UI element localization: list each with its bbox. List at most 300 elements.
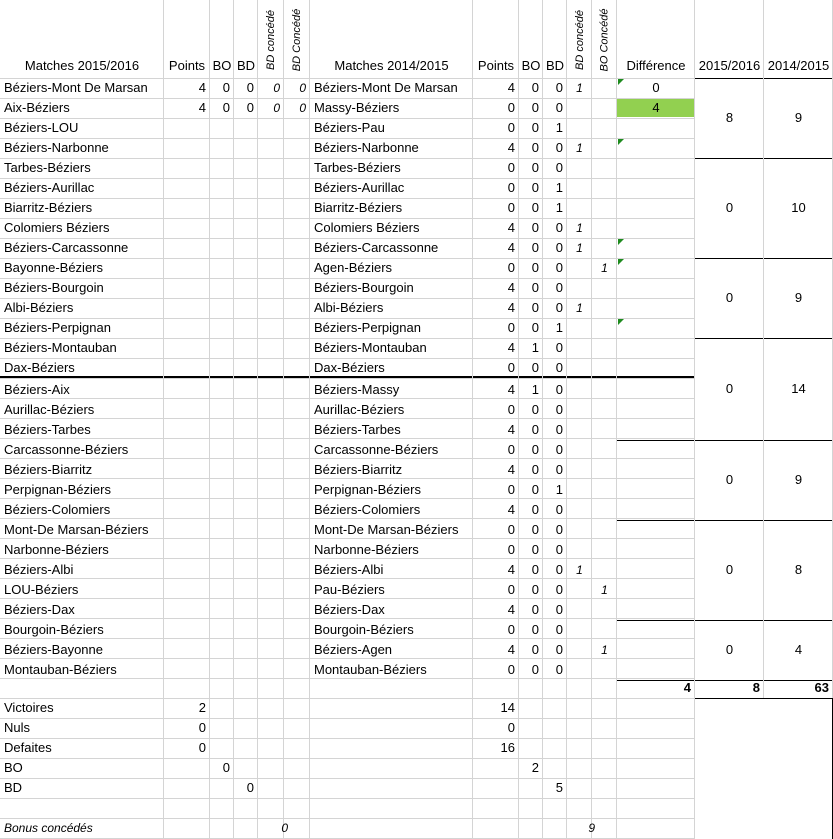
bo-2014-cell[interactable]: 0 xyxy=(531,360,539,375)
difference-cell[interactable] xyxy=(617,500,695,520)
bd-concede-2015-cell[interactable] xyxy=(258,218,284,238)
bd-concede-2014-cell[interactable] xyxy=(567,98,592,118)
bo-concede-2015-cell[interactable]: 0 xyxy=(299,81,306,95)
bd-2014-cell[interactable]: 1 xyxy=(555,180,563,195)
bd-2014-cell[interactable]: 0 xyxy=(555,340,563,355)
bd-concede-2015-cell[interactable] xyxy=(258,198,284,218)
points-2015-cell[interactable] xyxy=(164,460,210,480)
bd-concede-2015-cell[interactable] xyxy=(258,560,284,580)
bd-concede-2015-cell[interactable] xyxy=(258,660,284,680)
bd-concede-2015-cell[interactable] xyxy=(258,400,284,420)
bo-concede-2014-cell[interactable]: 1 xyxy=(601,643,608,657)
header-bo-concede-2014[interactable]: BO Concédé xyxy=(598,8,611,72)
match-2015-cell[interactable]: Béziers-Colomiers xyxy=(4,502,111,517)
match-2014-cell[interactable]: Béziers-Montauban xyxy=(314,340,427,355)
header-bo-2015[interactable]: BO xyxy=(212,58,232,73)
match-2014-cell[interactable]: Béziers-Albi xyxy=(314,562,384,577)
match-2014-cell[interactable]: Béziers-Mont De Marsan xyxy=(314,80,458,95)
points-2014-cell[interactable]: 0 xyxy=(507,622,515,637)
bo-concede-2014-cell[interactable] xyxy=(592,298,617,318)
bd-2015-cell[interactable] xyxy=(234,560,258,580)
total-2015[interactable]: 8 xyxy=(752,680,760,695)
group-total-2015[interactable]: 0 xyxy=(725,290,734,305)
bo-concede-2015-cell[interactable] xyxy=(284,318,310,338)
bo-2015-cell[interactable] xyxy=(210,440,234,460)
bd-concede-2014-cell[interactable] xyxy=(567,480,592,500)
bd-2015-cell[interactable] xyxy=(234,520,258,540)
group-total-2015[interactable]: 0 xyxy=(725,472,734,487)
bo-2015-cell[interactable] xyxy=(210,318,234,338)
match-2015-cell[interactable]: LOU-Béziers xyxy=(4,582,79,597)
bd-2014-cell[interactable]: 0 xyxy=(555,442,563,457)
points-2015-cell[interactable] xyxy=(164,600,210,620)
points-2014-cell[interactable]: 4 xyxy=(507,382,515,397)
bo-concede-2015-cell[interactable] xyxy=(284,500,310,520)
difference-cell[interactable] xyxy=(617,540,695,560)
bd-concede-2014-cell[interactable] xyxy=(567,520,592,540)
bd-concede-2014-cell[interactable] xyxy=(567,640,592,660)
match-2015-cell[interactable]: Béziers-LOU xyxy=(4,120,79,135)
bo-2014-cell[interactable]: 0 xyxy=(531,80,539,95)
match-2014-cell[interactable]: Béziers-Narbonne xyxy=(314,140,419,155)
group-total-2015[interactable]: 0 xyxy=(725,381,734,396)
bo-concede-2015-cell[interactable] xyxy=(284,400,310,420)
bd-concede-2014-cell[interactable] xyxy=(567,500,592,520)
difference-cell[interactable] xyxy=(617,420,695,440)
bd-concede-2014-cell[interactable] xyxy=(567,380,592,400)
match-2014-cell[interactable]: Agen-Béziers xyxy=(314,260,393,275)
bo-2015-cell[interactable] xyxy=(210,540,234,560)
points-2014-cell[interactable]: 0 xyxy=(507,582,515,597)
difference-cell[interactable] xyxy=(617,178,695,198)
match-2015-cell[interactable]: Colomiers Béziers xyxy=(4,220,110,235)
total-difference[interactable]: 4 xyxy=(683,680,691,695)
match-2014-cell[interactable]: Carcassonne-Béziers xyxy=(314,442,439,457)
bd-concede-2015-cell[interactable] xyxy=(258,318,284,338)
bd-2015-cell[interactable] xyxy=(234,660,258,680)
match-2014-cell[interactable]: Massy-Béziers xyxy=(314,100,400,115)
match-2015-cell[interactable]: Béziers-Biarritz xyxy=(4,462,93,477)
difference-cell[interactable]: 0 xyxy=(652,80,660,95)
bd-2015-cell[interactable] xyxy=(234,600,258,620)
bd-2015-cell[interactable] xyxy=(234,460,258,480)
bo-concede-2014-cell[interactable] xyxy=(592,660,617,680)
bd-2014-cell[interactable]: 0 xyxy=(555,622,563,637)
bo-2015-cell[interactable] xyxy=(210,580,234,600)
bo-2014-cell[interactable]: 1 xyxy=(531,382,539,397)
difference-cell[interactable] xyxy=(617,620,695,640)
points-2014-cell[interactable]: 0 xyxy=(507,482,515,497)
points-2014-cell[interactable]: 0 xyxy=(507,100,515,115)
summary-bonus-label[interactable]: Bonus concédés xyxy=(4,821,93,835)
bo-concede-2015-cell[interactable] xyxy=(284,480,310,500)
match-2014-cell[interactable]: Albi-Béziers xyxy=(314,300,384,315)
difference-cell[interactable] xyxy=(617,138,695,158)
difference-cell[interactable] xyxy=(617,560,695,580)
bo-concede-2015-cell[interactable] xyxy=(284,218,310,238)
points-2014-cell[interactable]: 4 xyxy=(507,300,515,315)
bo-2015-cell[interactable] xyxy=(210,358,234,378)
difference-cell[interactable] xyxy=(617,640,695,660)
bo-2014-cell[interactable]: 0 xyxy=(531,100,539,115)
bd-2015-cell[interactable] xyxy=(234,298,258,318)
points-2015-cell[interactable] xyxy=(164,640,210,660)
points-2015-cell[interactable] xyxy=(164,258,210,278)
match-2014-cell[interactable]: Béziers-Massy xyxy=(314,382,400,397)
summary-bonus-2015[interactable]: 0 xyxy=(281,821,288,835)
bd-concede-2015-cell[interactable] xyxy=(258,158,284,178)
points-2015-cell[interactable] xyxy=(164,178,210,198)
bd-2014-cell[interactable]: 1 xyxy=(555,320,563,335)
group-total-2014[interactable]: 4 xyxy=(794,642,803,657)
points-2014-cell[interactable]: 4 xyxy=(507,220,515,235)
points-2015-cell[interactable] xyxy=(164,298,210,318)
bd-concede-2014-cell[interactable] xyxy=(567,338,592,358)
bo-concede-2015-cell[interactable] xyxy=(284,540,310,560)
bo-2015-cell[interactable] xyxy=(210,420,234,440)
points-2015-cell[interactable] xyxy=(164,580,210,600)
match-2015-cell[interactable]: Carcassonne-Béziers xyxy=(4,442,129,457)
bo-2015-cell[interactable] xyxy=(210,118,234,138)
bd-concede-2015-cell[interactable]: 0 xyxy=(273,81,280,95)
match-2014-cell[interactable]: Béziers-Aurillac xyxy=(314,180,405,195)
points-2014-cell[interactable]: 4 xyxy=(507,340,515,355)
bd-concede-2014-cell[interactable] xyxy=(567,580,592,600)
bo-2014-cell[interactable]: 0 xyxy=(531,320,539,335)
bo-concede-2015-cell[interactable] xyxy=(284,620,310,640)
match-2014-cell[interactable]: Colomiers Béziers xyxy=(314,220,420,235)
points-2015-cell[interactable] xyxy=(164,118,210,138)
bd-concede-2014-cell[interactable] xyxy=(567,118,592,138)
bd-concede-2015-cell[interactable] xyxy=(258,278,284,298)
bo-2015-cell[interactable] xyxy=(210,198,234,218)
points-2014-cell[interactable]: 4 xyxy=(507,462,515,477)
header-matches-2015[interactable]: Matches 2015/2016 xyxy=(24,58,140,73)
bo-concede-2014-cell[interactable] xyxy=(592,460,617,480)
bo-2014-cell[interactable]: 0 xyxy=(531,442,539,457)
match-2014-cell[interactable]: Béziers-Biarritz xyxy=(314,462,403,477)
bd-2014-cell[interactable]: 0 xyxy=(555,360,563,375)
bd-concede-2015-cell[interactable] xyxy=(258,258,284,278)
bo-2015-cell[interactable] xyxy=(210,520,234,540)
bo-2014-cell[interactable]: 0 xyxy=(531,120,539,135)
difference-cell[interactable] xyxy=(617,520,695,540)
points-2015-cell[interactable] xyxy=(164,318,210,338)
points-2015-cell[interactable] xyxy=(164,660,210,680)
bd-2015-cell[interactable] xyxy=(234,420,258,440)
bo-concede-2015-cell[interactable] xyxy=(284,338,310,358)
points-2014-cell[interactable]: 0 xyxy=(507,522,515,537)
bd-concede-2015-cell[interactable] xyxy=(258,600,284,620)
match-2015-cell[interactable]: Béziers-Tarbes xyxy=(4,422,91,437)
difference-cell[interactable] xyxy=(617,580,695,600)
bo-2014-cell[interactable]: 0 xyxy=(531,622,539,637)
match-2014-cell[interactable]: Aurillac-Béziers xyxy=(314,402,405,417)
points-2014-cell[interactable]: 0 xyxy=(507,442,515,457)
bo-concede-2014-cell[interactable] xyxy=(592,218,617,238)
group-total-2015[interactable]: 0 xyxy=(725,642,734,657)
match-2015-cell[interactable]: Béziers-Aix xyxy=(4,382,70,397)
match-2014-cell[interactable]: Perpignan-Béziers xyxy=(314,482,421,497)
bd-concede-2014-cell[interactable]: 1 xyxy=(576,141,583,155)
points-2015-cell[interactable] xyxy=(164,520,210,540)
bo-concede-2014-cell[interactable] xyxy=(592,600,617,620)
summary-bd-2015[interactable]: 0 xyxy=(246,780,254,795)
bo-concede-2014-cell[interactable]: 1 xyxy=(601,583,608,597)
match-2015-cell[interactable]: Perpignan-Béziers xyxy=(4,482,111,497)
match-2014-cell[interactable]: Béziers-Tarbes xyxy=(314,422,401,437)
bd-2014-cell[interactable]: 0 xyxy=(555,100,563,115)
points-2015-cell[interactable] xyxy=(164,358,210,378)
bd-concede-2014-cell[interactable] xyxy=(567,178,592,198)
bo-2014-cell[interactable]: 0 xyxy=(531,502,539,517)
bo-concede-2015-cell[interactable] xyxy=(284,198,310,218)
bd-concede-2014-cell[interactable]: 1 xyxy=(576,301,583,315)
bo-2015-cell[interactable] xyxy=(210,218,234,238)
bo-2015-cell[interactable] xyxy=(210,238,234,258)
bo-concede-2014-cell[interactable] xyxy=(592,400,617,420)
points-2014-cell[interactable]: 4 xyxy=(507,642,515,657)
header-difference[interactable]: Différence xyxy=(626,58,686,73)
bd-concede-2014-cell[interactable] xyxy=(567,420,592,440)
bd-2014-cell[interactable]: 0 xyxy=(555,402,563,417)
bo-concede-2015-cell[interactable] xyxy=(284,138,310,158)
match-2014-cell[interactable]: Mont-De Marsan-Béziers xyxy=(314,522,459,537)
bo-concede-2014-cell[interactable] xyxy=(592,118,617,138)
summary-bo-label[interactable]: BO xyxy=(4,760,23,775)
points-2015-cell[interactable] xyxy=(164,420,210,440)
bo-2015-cell[interactable] xyxy=(210,278,234,298)
match-2015-cell[interactable]: Béziers-Narbonne xyxy=(4,140,109,155)
match-2015-cell[interactable]: Béziers-Dax xyxy=(4,602,75,617)
bd-2014-cell[interactable]: 0 xyxy=(555,562,563,577)
bo-2014-cell[interactable]: 0 xyxy=(531,200,539,215)
bo-concede-2015-cell[interactable] xyxy=(284,158,310,178)
points-2014-cell[interactable]: 0 xyxy=(507,402,515,417)
points-2015-cell[interactable] xyxy=(164,480,210,500)
header-season-2014[interactable]: 2014/2015 xyxy=(767,58,830,73)
match-2014-cell[interactable]: Biarritz-Béziers xyxy=(314,200,403,215)
match-2015-cell[interactable]: Béziers-Carcassonne xyxy=(4,240,129,255)
bd-concede-2014-cell[interactable] xyxy=(567,440,592,460)
bo-2014-cell[interactable]: 0 xyxy=(531,160,539,175)
bd-concede-2015-cell[interactable] xyxy=(258,500,284,520)
bo-2014-cell[interactable]: 0 xyxy=(531,280,539,295)
bo-concede-2015-cell[interactable] xyxy=(284,118,310,138)
bo-concede-2015-cell[interactable] xyxy=(284,238,310,258)
match-2014-cell[interactable]: Béziers-Carcassonne xyxy=(314,240,439,255)
bd-concede-2015-cell[interactable] xyxy=(258,338,284,358)
bd-concede-2015-cell[interactable] xyxy=(258,298,284,318)
bd-concede-2014-cell[interactable] xyxy=(567,318,592,338)
match-2015-cell[interactable]: Mont-De Marsan-Béziers xyxy=(4,522,149,537)
bo-2014-cell[interactable]: 0 xyxy=(531,300,539,315)
bd-2014-cell[interactable]: 0 xyxy=(555,260,563,275)
bo-concede-2015-cell[interactable] xyxy=(284,380,310,400)
bd-concede-2015-cell[interactable] xyxy=(258,118,284,138)
bo-2015-cell[interactable] xyxy=(210,660,234,680)
group-total-2014[interactable]: 14 xyxy=(791,381,806,396)
bo-concede-2014-cell[interactable]: 1 xyxy=(601,261,608,275)
bd-concede-2014-cell[interactable] xyxy=(567,198,592,218)
header-points-2015[interactable]: Points xyxy=(168,58,206,73)
bd-concede-2015-cell[interactable] xyxy=(258,138,284,158)
bo-2015-cell[interactable] xyxy=(210,480,234,500)
bo-2014-cell[interactable]: 0 xyxy=(531,260,539,275)
summary-nuls-2015[interactable]: 0 xyxy=(198,720,206,735)
points-2015-cell[interactable] xyxy=(164,238,210,258)
bd-concede-2014-cell[interactable]: 1 xyxy=(576,221,583,235)
bd-2015-cell[interactable] xyxy=(234,158,258,178)
difference-cell[interactable] xyxy=(617,338,695,358)
match-2015-cell[interactable]: Albi-Béziers xyxy=(4,300,74,315)
bo-concede-2015-cell[interactable] xyxy=(284,460,310,480)
bd-concede-2015-cell[interactable] xyxy=(258,520,284,540)
bo-concede-2014-cell[interactable] xyxy=(592,278,617,298)
difference-cell[interactable] xyxy=(617,660,695,680)
summary-victoires-2014[interactable]: 14 xyxy=(500,700,515,715)
bd-2014-cell[interactable]: 0 xyxy=(555,80,563,95)
difference-cell[interactable] xyxy=(617,460,695,480)
bo-2014-cell[interactable]: 0 xyxy=(531,602,539,617)
difference-cell[interactable] xyxy=(617,380,695,400)
bo-2014-cell[interactable]: 0 xyxy=(531,522,539,537)
bd-2015-cell[interactable] xyxy=(234,258,258,278)
difference-cell[interactable] xyxy=(617,440,695,460)
points-2015-cell[interactable] xyxy=(164,158,210,178)
bd-2015-cell[interactable] xyxy=(234,178,258,198)
bo-concede-2014-cell[interactable] xyxy=(592,138,617,158)
difference-cell[interactable] xyxy=(617,278,695,298)
group-total-2014[interactable]: 10 xyxy=(791,200,806,215)
bd-concede-2015-cell[interactable] xyxy=(258,178,284,198)
bd-2014-cell[interactable]: 0 xyxy=(555,382,563,397)
points-2015-cell[interactable] xyxy=(164,540,210,560)
bo-2015-cell[interactable]: 0 xyxy=(222,80,230,95)
bd-2014-cell[interactable]: 0 xyxy=(555,642,563,657)
bd-2015-cell[interactable] xyxy=(234,318,258,338)
bo-concede-2014-cell[interactable] xyxy=(592,358,617,378)
bd-concede-2015-cell[interactable] xyxy=(258,440,284,460)
bo-2014-cell[interactable]: 0 xyxy=(531,642,539,657)
header-points-2014[interactable]: Points xyxy=(477,58,515,73)
points-2014-cell[interactable]: 0 xyxy=(507,180,515,195)
bo-concede-2015-cell[interactable] xyxy=(284,278,310,298)
bd-concede-2014-cell[interactable] xyxy=(567,278,592,298)
bo-concede-2014-cell[interactable] xyxy=(592,540,617,560)
match-2015-cell[interactable]: Bayonne-Béziers xyxy=(4,260,103,275)
points-2015-cell[interactable] xyxy=(164,560,210,580)
match-2014-cell[interactable]: Pau-Béziers xyxy=(314,582,385,597)
match-2014-cell[interactable]: Dax-Béziers xyxy=(314,360,385,375)
points-2015-cell[interactable] xyxy=(164,500,210,520)
bo-2015-cell[interactable] xyxy=(210,380,234,400)
bo-2015-cell[interactable] xyxy=(210,338,234,358)
bd-concede-2014-cell[interactable] xyxy=(567,358,592,378)
summary-defaites-label[interactable]: Defaites xyxy=(4,740,52,755)
bd-2014-cell[interactable]: 0 xyxy=(555,220,563,235)
bo-2015-cell[interactable] xyxy=(210,298,234,318)
bd-2015-cell[interactable] xyxy=(234,198,258,218)
bd-2015-cell[interactable] xyxy=(234,580,258,600)
difference-cell[interactable] xyxy=(617,298,695,318)
difference-cell[interactable] xyxy=(617,218,695,238)
summary-victoires-label[interactable]: Victoires xyxy=(4,700,54,715)
bd-2015-cell[interactable] xyxy=(234,238,258,258)
match-2014-cell[interactable]: Bourgoin-Béziers xyxy=(314,622,414,637)
points-2015-cell[interactable] xyxy=(164,138,210,158)
difference-cell[interactable] xyxy=(617,118,695,138)
points-2015-cell[interactable] xyxy=(164,380,210,400)
points-2014-cell[interactable]: 4 xyxy=(507,80,515,95)
header-bd-2014[interactable]: BD xyxy=(545,58,565,73)
bo-2014-cell[interactable]: 0 xyxy=(531,482,539,497)
bd-2014-cell[interactable]: 1 xyxy=(555,482,563,497)
header-bd-concede-upper-2015[interactable]: BD Concédé xyxy=(291,8,303,72)
points-2014-cell[interactable]: 4 xyxy=(507,562,515,577)
match-2014-cell[interactable]: Béziers-Perpignan xyxy=(314,320,421,335)
bo-concede-2015-cell[interactable] xyxy=(284,560,310,580)
points-2015-cell[interactable] xyxy=(164,620,210,640)
match-2014-cell[interactable]: Béziers-Bourgoin xyxy=(314,280,414,295)
bo-2014-cell[interactable]: 0 xyxy=(531,402,539,417)
bo-2015-cell[interactable] xyxy=(210,460,234,480)
match-2015-cell[interactable]: Béziers-Bayonne xyxy=(4,642,103,657)
bo-concede-2014-cell[interactable] xyxy=(592,380,617,400)
bo-concede-2015-cell[interactable] xyxy=(284,520,310,540)
points-2014-cell[interactable]: 0 xyxy=(507,662,515,677)
difference-cell[interactable] xyxy=(617,480,695,500)
bd-2015-cell[interactable] xyxy=(234,540,258,560)
bo-concede-2014-cell[interactable] xyxy=(592,238,617,258)
bo-concede-2014-cell[interactable] xyxy=(592,318,617,338)
bd-2014-cell[interactable]: 0 xyxy=(555,662,563,677)
match-2015-cell[interactable]: Béziers-Albi xyxy=(4,562,74,577)
points-2015-cell[interactable]: 4 xyxy=(198,80,206,95)
group-total-2015[interactable]: 0 xyxy=(725,562,734,577)
difference-cell[interactable] xyxy=(617,400,695,420)
bd-concede-2014-cell[interactable] xyxy=(567,540,592,560)
match-2015-cell[interactable]: Biarritz-Béziers xyxy=(4,200,93,215)
bo-concede-2015-cell[interactable] xyxy=(284,440,310,460)
points-2014-cell[interactable]: 4 xyxy=(507,422,515,437)
points-2014-cell[interactable]: 4 xyxy=(507,502,515,517)
difference-cell[interactable] xyxy=(617,238,695,258)
difference-cell[interactable] xyxy=(617,198,695,218)
points-2015-cell[interactable] xyxy=(164,440,210,460)
difference-cell[interactable] xyxy=(617,258,695,278)
bd-concede-2015-cell[interactable]: 0 xyxy=(273,101,280,115)
points-2014-cell[interactable]: 0 xyxy=(507,200,515,215)
group-total-2015[interactable]: 0 xyxy=(725,200,734,215)
match-2015-cell[interactable]: Béziers-Montauban xyxy=(4,340,117,355)
bd-2014-cell[interactable]: 0 xyxy=(555,602,563,617)
bo-concede-2015-cell[interactable]: 0 xyxy=(299,101,306,115)
bo-2014-cell[interactable]: 0 xyxy=(531,582,539,597)
header-bo-2014[interactable]: BO xyxy=(521,58,541,73)
header-season-2015[interactable]: 2015/2016 xyxy=(698,58,761,73)
bd-2015-cell[interactable] xyxy=(234,338,258,358)
points-2014-cell[interactable]: 0 xyxy=(507,320,515,335)
bo-2015-cell[interactable] xyxy=(210,500,234,520)
points-2014-cell[interactable]: 4 xyxy=(507,280,515,295)
points-2014-cell[interactable]: 0 xyxy=(507,260,515,275)
match-2014-cell[interactable]: Tarbes-Béziers xyxy=(314,160,401,175)
bo-2014-cell[interactable]: 0 xyxy=(531,422,539,437)
match-2015-cell[interactable]: Béziers-Mont De Marsan xyxy=(4,80,148,95)
bo-2015-cell[interactable] xyxy=(210,560,234,580)
bd-concede-2015-cell[interactable] xyxy=(258,358,284,378)
